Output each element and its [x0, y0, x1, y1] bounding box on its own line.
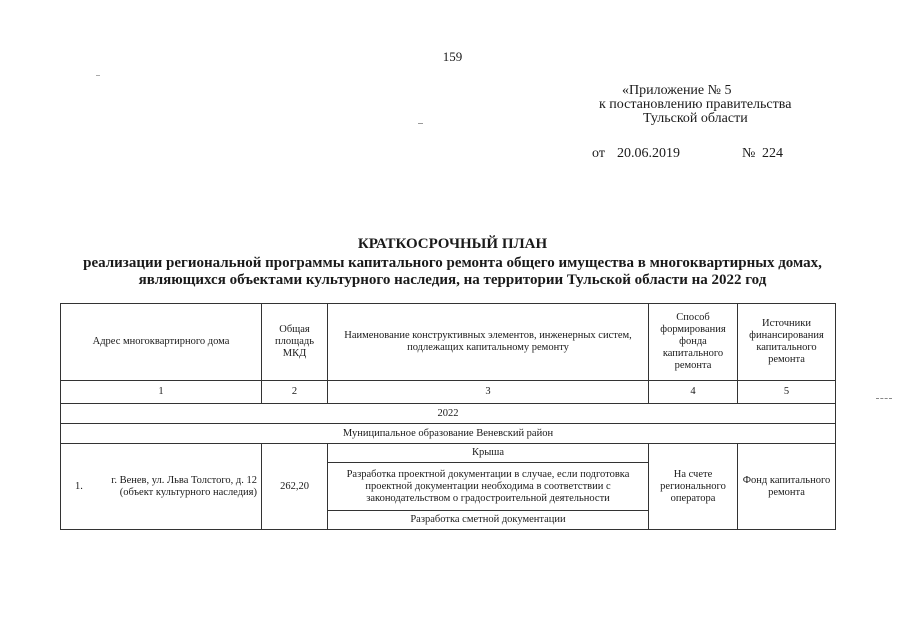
address-cell [61, 444, 262, 530]
date-label: от [592, 146, 605, 161]
header-funding-source: Источники финансирования капитального ремонта [738, 304, 836, 381]
index-cell: 1 [61, 381, 262, 404]
scan-artifact [96, 75, 100, 76]
year-cell: 2022 [61, 404, 836, 424]
appendix-line-1: «Приложение № 5 [622, 83, 732, 98]
date-value: 20.06.2019 [617, 146, 680, 161]
row-number: 1. [75, 480, 83, 492]
fund-method-cell: На счете регионального оператора [649, 444, 738, 530]
table-header-row [61, 304, 836, 381]
appendix-line-3: Тульской области [643, 111, 748, 126]
scan-artifact [418, 123, 423, 124]
scan-artifact [876, 398, 892, 399]
area-cell: 262,20 [262, 444, 328, 530]
page-number: 159 [442, 49, 463, 64]
plan-table [60, 303, 836, 530]
address-text: г. Венев, ул. Льва Толстого, д. 12 (объект культурного наследия) [111, 474, 257, 498]
municipality-cell: Муниципальное образование Веневский район [61, 424, 836, 444]
index-cell: 4 [649, 381, 738, 404]
document-subtitle-line-2: являющихся объектами культурного наследия, на территории Тульской области на 2022 год [138, 272, 767, 288]
year-row [61, 404, 836, 424]
appendix-block [560, 84, 860, 126]
table-row [61, 444, 836, 463]
index-cell: 3 [328, 381, 649, 404]
number-label: № [742, 146, 756, 161]
index-cell: 5 [738, 381, 836, 404]
header-address: Адрес многоквартирного дома [61, 304, 262, 381]
appendix-line-2: к постановлению правительства [599, 97, 792, 112]
index-cell: 2 [262, 381, 328, 404]
document-title: КРАТКОСРОЧНЫЙ ПЛАН [357, 236, 548, 252]
header-fund-method: Способ формирования фонда капитального ремонта [649, 304, 738, 381]
work-cell: Разработка проектной документации в случае, если подготовка проектной документации необходима в соответствии с законодательством о градостроительной деятельности [328, 463, 649, 511]
work-cell: Разработка сметной документации [328, 511, 649, 530]
municipality-row [61, 424, 836, 444]
table-index-row [61, 381, 836, 404]
header-area: Общая площадь МКД [262, 304, 328, 381]
header-elements: Наименование конструктивных элементов, инженерных систем, подлежащих капитальному ремонту [328, 304, 649, 381]
funding-source-cell: Фонд капитального ремонта [738, 444, 836, 530]
number-value: 224 [762, 146, 783, 161]
document-subtitle-line-1: реализации региональной программы капитального ремонта общего имущества в многоквартирных домах, [83, 255, 822, 271]
element-cell: Крыша [328, 444, 649, 463]
